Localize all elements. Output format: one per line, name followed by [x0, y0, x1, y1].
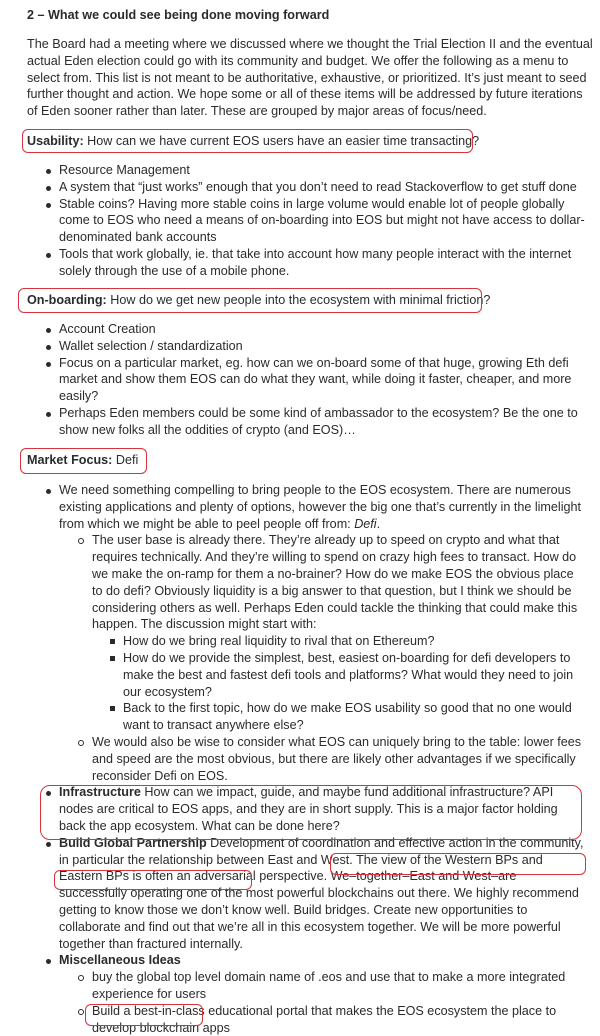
sub-list-item — [59, 532, 586, 734]
market-focus-label: Market Focus: — [27, 453, 113, 467]
defi-userbase-text: The user base is already there. They’re already up to speed on crypto and what that requires technically. And they’re willing to spend on crazy high fees to transact. How do we make the on-ramp for them a no-brainer? How do we make EOS the obvious place to do defi? Obviously liquidity is a big answer to that question, but I think we should be considering others as well. Perhaps Eden could tackle the thinking that could make this happen. The discussion might start with: — [92, 533, 578, 632]
global-partnership-item — [0, 835, 600, 953]
list-item: Wallet selection / standardization — [0, 338, 600, 355]
onboarding-question: How do we get new people into the ecosystem with minimal friction? — [106, 293, 491, 307]
section-title: 2 – What we could see being done moving forward — [27, 8, 330, 22]
defi-period: . — [376, 516, 381, 531]
usability-label: Usability: — [27, 134, 84, 148]
onboarding-heading — [27, 292, 490, 309]
list-item: Account Creation — [0, 321, 600, 338]
discussion-item: How do we bring real liquidity to rival that on Ethereum? — [92, 633, 586, 650]
defi-intro-text: We need something compelling to bring people to the EOS ecosystem. There are numerous existing applications and plenty of options, however the big one that’s currently in the limelight from which we might be able to peel people off from: — [59, 483, 582, 531]
sub-list-item: Build a best-in-class educational portal that makes the EOS ecosystem the place to develop blockchain apps — [59, 1003, 586, 1036]
discussion-item: Back to the first topic, how do we make EOS usability so good that no one would want to transact anywhere else? — [92, 700, 586, 734]
list-item — [0, 482, 600, 784]
global-partnership-text-end: We–together–East and West–are successfully operating one of the most powerful blockchains out there. We highly recommend getting to know those we don’t know well. Build bridges. Create new opportunities to collaborate and find out that we’re all in this ecosystem together. We will be more powerful together than fractured internally. — [59, 869, 579, 951]
infrastructure-label: Infrastructure — [59, 785, 141, 800]
usability-list — [0, 162, 600, 280]
misc-ideas-list — [59, 969, 586, 1036]
list-item: Tools that work globally, ie. that take into account how many people interact with the internet solely through the use of a mobile phone. — [0, 246, 600, 280]
adversarial-perspective-text: The view of the Western BPs and Eastern BPs is often an adversarial perspective. — [59, 852, 543, 884]
global-partnership-text: Development of coordination and effective action in the community, in particular the relationship between East and West. — [59, 835, 584, 867]
market-focus-heading — [27, 452, 138, 469]
usability-question: How can we have current EOS users have an easier time transacting? — [83, 134, 480, 148]
market-focus-value: Defi — [112, 453, 139, 467]
misc-ideas-item — [0, 952, 600, 1036]
list-item: Resource Management — [0, 162, 600, 179]
list-item: Focus on a particular market, eg. how can we on-board some of that huge, growing Eth defi market and show them EOS can do what they want, while doing it faster, cheaper, and more easily? — [0, 355, 600, 405]
onboarding-list — [0, 321, 600, 439]
infrastructure-item — [0, 784, 600, 834]
misc-ideas-label: Miscellaneous Ideas — [59, 953, 181, 968]
defi-emphasis: Defi — [354, 516, 377, 531]
global-partnership-label: Build Global Partnership — [59, 835, 207, 850]
market-focus-list — [0, 482, 600, 1036]
onboarding-label: On-boarding: — [27, 293, 107, 307]
discussion-list — [92, 633, 586, 734]
list-item: Perhaps Eden members could be some kind of ambassador to the ecosystem? Be the one to show new folks all the oddities of crypto (and EOS)… — [0, 405, 600, 439]
list-item: A system that “just works” enough that you don’t need to read Stackoverflow to get stuff done — [0, 179, 600, 196]
intro-paragraph: The Board had a meeting where we discussed where we thought the Trial Election II and the eventual actual Eden election could go with its community and budget. We offer the following as a menu to select from. This list is not meant to be authoritative, exhaustive, or prioritized. It’s just meant to seed further thought and action. We hope some or all of these items will be addressed by future iterations of Eden sooner rather than later. These are grouped by major areas of focus/need. — [27, 37, 593, 119]
sub-list-item: buy the global top level domain name of .eos and use that to make a more integrated experience for users — [59, 969, 586, 1003]
sub-list-item: We would also be wise to consider what EOS can uniquely bring to the table: lower fees and speed are the most obvious, but there are likely other advantages if we specifically reconsider Defi on EOS. — [59, 734, 586, 784]
infrastructure-text: How can we impact, guide, and maybe fund additional infrastructure? API nodes are critical to EOS apps, and they are in short supply. This is a major factor holding back the app ecosystem. What can be done here? — [59, 785, 558, 833]
usability-heading — [27, 133, 479, 150]
defi-sublist — [59, 532, 586, 784]
discussion-item: How do we provide the simplest, best, easiest on-boarding for defi developers to make the best and fastest defi tools and platforms? What would they need to join our ecosystem? — [92, 650, 586, 700]
list-item: Stable coins? Having more stable coins in large volume would enable lot of people globally come to EOS who need a means of on-boarding into EOS but might not have access to dollar-denominated bank accounts — [0, 196, 600, 246]
